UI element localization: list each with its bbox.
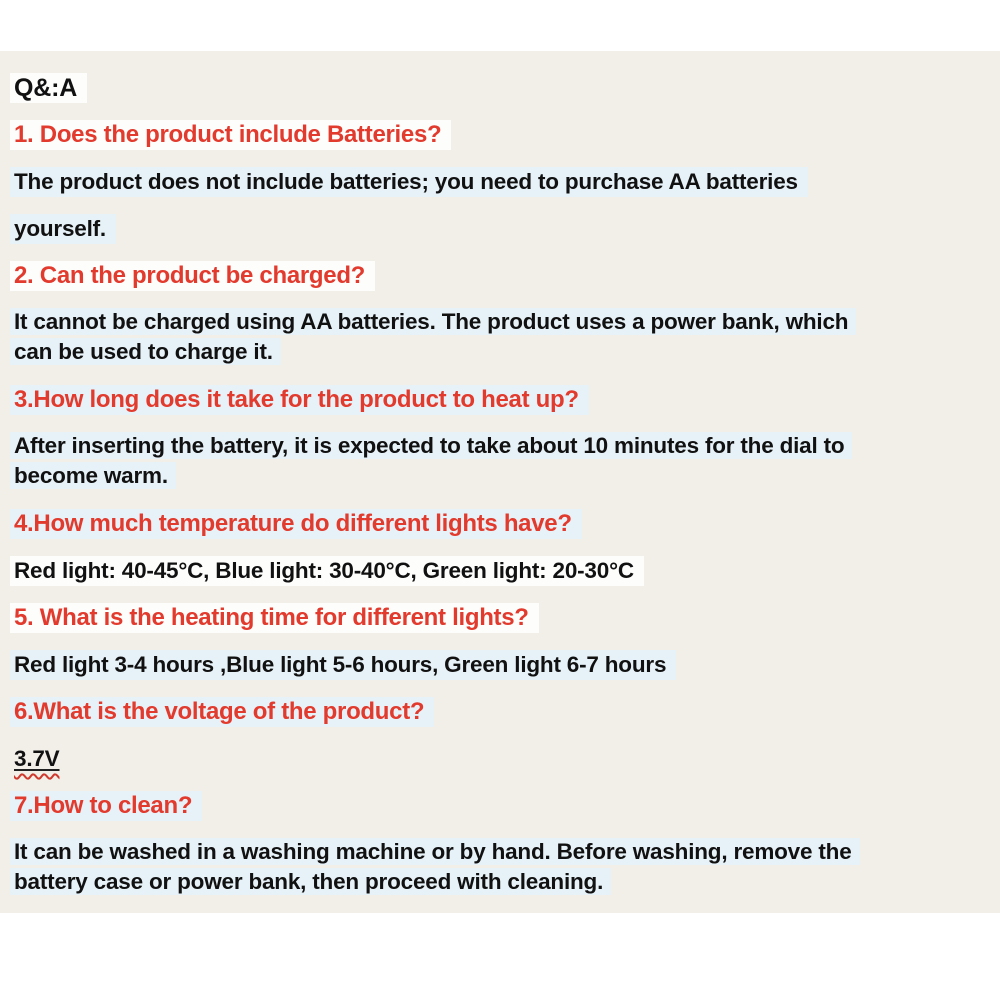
answer-2-line-2-row	[10, 338, 990, 368]
answer-3-line-2: become warm.	[10, 462, 176, 489]
header-row	[10, 73, 990, 103]
question-row-5	[10, 603, 990, 633]
answer-row-3	[10, 432, 990, 492]
answer-5-line-1: Red light 3-4 hours ,Blue light 5-6 hours, Green light 6-7 hours	[10, 650, 676, 680]
question-row-6	[10, 697, 990, 727]
page-title: Q&:A	[10, 73, 87, 103]
answer-1-line-1: The product does not include batteries; you need to purchase AA batteries	[10, 167, 808, 197]
question-row-1	[10, 120, 990, 150]
answer-7-line-1: It can be washed in a washing machine or by hand. Before washing, remove the	[10, 838, 860, 865]
answer-2-line-2: can be used to charge it.	[10, 338, 281, 365]
answer-row-6	[10, 744, 990, 774]
question-row-4	[10, 509, 990, 539]
answer-row-1a	[10, 167, 990, 197]
answer-7-line-1-row	[10, 838, 990, 868]
question-1: 1. Does the product include Batteries?	[10, 120, 451, 150]
answer-4-line-1: Red light: 40-45°C, Blue light: 30-40°C, Green light: 20-30°C	[10, 556, 644, 586]
question-7: 7.How to clean?	[10, 791, 202, 821]
answer-row-7	[10, 838, 990, 898]
answer-3-line-1: After inserting the battery, it is expected to take about 10 minutes for the dial to	[10, 432, 852, 459]
answer-3-line-1-row	[10, 432, 990, 462]
question-3: 3.How long does it take for the product to heat up?	[10, 385, 589, 415]
answer-1-line-2: yourself.	[10, 214, 116, 244]
question-row-3	[10, 385, 990, 415]
answer-row-2	[10, 308, 990, 368]
question-row-2	[10, 261, 990, 291]
question-4: 4.How much temperature do different lights have?	[10, 509, 582, 539]
answer-2-line-1-row	[10, 308, 990, 338]
answer-row-5	[10, 650, 990, 680]
answer-7-line-2: battery case or power bank, then proceed with cleaning.	[10, 868, 611, 895]
answer-6-voltage	[10, 744, 70, 774]
answer-row-4	[10, 556, 990, 586]
answer-6-line-1: 3.7V	[14, 746, 60, 771]
question-5: 5. What is the heating time for different lights?	[10, 603, 539, 633]
answer-2-line-1: It cannot be charged using AA batteries. The product uses a power bank, which	[10, 308, 856, 335]
answer-row-1b	[10, 214, 990, 244]
answer-3-line-2-row	[10, 462, 990, 492]
question-6: 6.What is the voltage of the product?	[10, 697, 434, 727]
faq-sheet	[0, 51, 1000, 913]
question-2: 2. Can the product be charged?	[10, 261, 375, 291]
question-row-7	[10, 791, 990, 821]
answer-7-line-2-row	[10, 868, 990, 898]
